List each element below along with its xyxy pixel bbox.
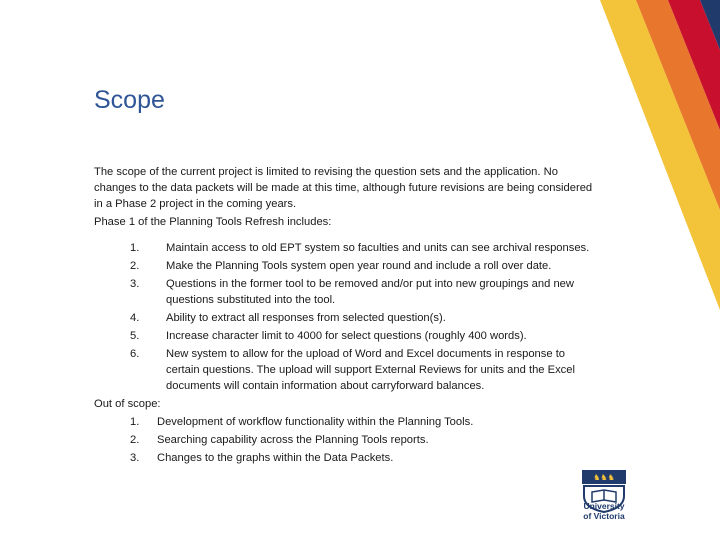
list-item: 3. Changes to the graphs within the Data Packets. — [130, 452, 394, 464]
phase-list — [94, 240, 594, 394]
out-of-scope-list — [94, 414, 594, 466]
list-item: 1. Maintain access to old EPT system so faculties and units can see archival responses. — [130, 242, 590, 254]
out-of-scope-heading: Out of scope: — [94, 398, 161, 410]
list-item: 5. Increase character limit to 4000 for select questions (roughly 400 words). — [130, 330, 527, 342]
list-item: 3. Questions in the former tool to be removed and/or put into new groupings and new questions substituted into the tool. — [130, 278, 574, 306]
list-item: 6. New system to allow for the upload of Word and Excel documents in response to certain questions. The upload will support External Reviews for units and the Excel documents will contain information about carryforward balances. — [130, 348, 575, 392]
list-item: 4. Ability to extract all responses from selected question(s). — [130, 312, 446, 324]
phase-heading: Phase 1 of the Planning Tools Refresh includes: — [94, 216, 332, 228]
list-item: 2. Make the Planning Tools system open year round and include a roll over date. — [130, 260, 552, 272]
list-item: 2. Searching capability across the Planning Tools reports. — [130, 434, 429, 446]
university-wordmark: University of Victoria — [583, 501, 625, 521]
slide-body — [94, 164, 594, 468]
intro-paragraph: The scope of the current project is limited to revising the question sets and the application. No changes to the data packets will be made at this time, although future revisions are being considered in a Phase 2 project in the coming years. — [94, 166, 593, 210]
list-item: 1. Development of workflow functionality within the Planning Tools. — [130, 416, 474, 428]
svg-text:♞♞♞: ♞♞♞ — [593, 473, 615, 482]
slide-title: Scope — [94, 86, 165, 114]
